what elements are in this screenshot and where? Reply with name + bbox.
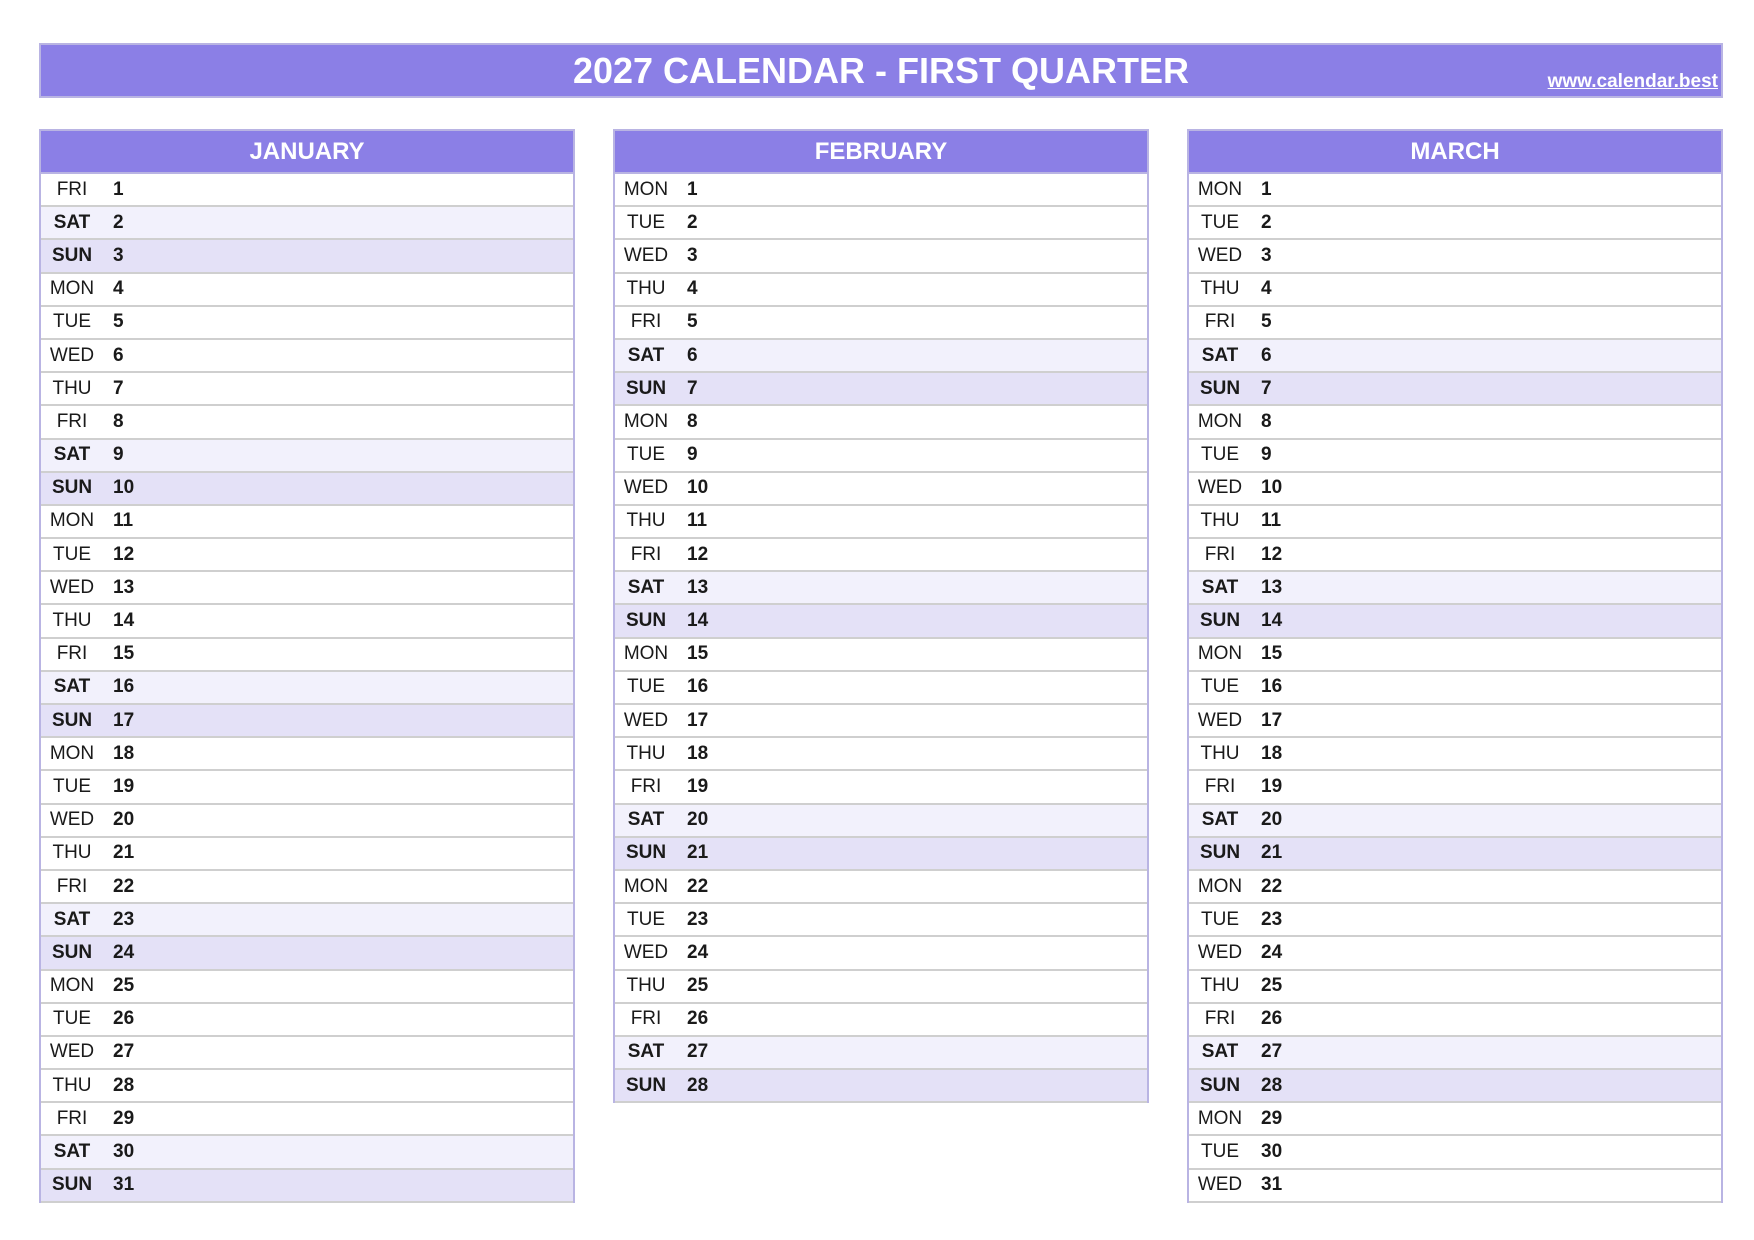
day-of-week: THU: [1200, 510, 1240, 532]
day-row: [1189, 440, 1721, 473]
day-of-week: SUN: [51, 477, 93, 499]
day-row: [615, 274, 1147, 307]
day-number: 8: [687, 410, 698, 432]
day-of-week: WED: [49, 576, 95, 598]
day-row: [41, 373, 573, 406]
day-number: 13: [113, 576, 135, 598]
day-number: 9: [1261, 444, 1272, 466]
day-of-week: WED: [1197, 941, 1243, 963]
day-of-week: WED: [49, 344, 95, 366]
day-number: 17: [113, 709, 135, 731]
day-number: 7: [1261, 377, 1272, 399]
day-of-week: TUE: [53, 543, 91, 565]
day-of-week: THU: [52, 842, 92, 864]
day-of-week: WED: [49, 809, 95, 831]
day-number: 9: [113, 444, 124, 466]
day-number: 20: [113, 809, 135, 831]
day-number: 16: [687, 676, 709, 698]
day-row: [1189, 1103, 1721, 1136]
day-number: 9: [687, 444, 698, 466]
day-number: 22: [1261, 875, 1283, 897]
day-row: [41, 904, 573, 937]
day-row: [1189, 207, 1721, 240]
day-of-week: WED: [623, 477, 669, 499]
day-of-week: SAT: [627, 809, 665, 831]
day-of-week: FRI: [1204, 311, 1236, 333]
day-number: 4: [1261, 278, 1272, 300]
day-number: 8: [113, 410, 124, 432]
day-row: [1189, 307, 1721, 340]
day-row: [615, 705, 1147, 738]
day-number: 26: [687, 1008, 709, 1030]
month-header: JANUARY: [41, 131, 573, 174]
day-row: [1189, 240, 1721, 273]
day-of-week: SAT: [1201, 344, 1239, 366]
day-row: [615, 605, 1147, 638]
day-number: 10: [1261, 477, 1283, 499]
day-number: 27: [113, 1041, 135, 1063]
day-of-week: SAT: [627, 1041, 665, 1063]
day-number: 14: [113, 610, 135, 632]
day-number: 12: [687, 543, 709, 565]
day-of-week: MON: [49, 510, 95, 532]
day-number: 11: [1261, 510, 1282, 532]
day-number: 27: [687, 1041, 709, 1063]
day-number: 30: [1261, 1141, 1283, 1163]
day-number: 13: [1261, 576, 1283, 598]
day-of-week: WED: [623, 244, 669, 266]
day-row: [41, 937, 573, 970]
day-number: 25: [1261, 975, 1283, 997]
day-row: [41, 207, 573, 240]
day-number: 4: [113, 278, 124, 300]
day-of-week: WED: [49, 1041, 95, 1063]
day-row: [615, 207, 1147, 240]
day-row: [1189, 805, 1721, 838]
day-row: [615, 672, 1147, 705]
day-of-week: FRI: [1204, 543, 1236, 565]
day-of-week: WED: [1197, 1174, 1243, 1196]
day-number: 12: [1261, 543, 1283, 565]
day-of-week: FRI: [56, 643, 88, 665]
day-row: [1189, 672, 1721, 705]
day-of-week: FRI: [630, 1008, 662, 1030]
day-number: 28: [687, 1074, 709, 1096]
day-row: [41, 838, 573, 871]
day-number: 20: [1261, 809, 1283, 831]
day-of-week: THU: [52, 377, 92, 399]
day-row: [615, 240, 1147, 273]
day-of-week: SUN: [51, 244, 93, 266]
day-number: 22: [113, 875, 135, 897]
day-of-week: MON: [1197, 178, 1243, 200]
day-number: 6: [113, 344, 124, 366]
day-row: [41, 307, 573, 340]
day-of-week: MON: [623, 410, 669, 432]
day-number: 6: [687, 344, 698, 366]
day-of-week: SAT: [53, 211, 91, 233]
day-row: [41, 705, 573, 738]
day-row: [615, 440, 1147, 473]
day-row: [615, 373, 1147, 406]
day-number: 25: [113, 975, 135, 997]
day-of-week: FRI: [1204, 1008, 1236, 1030]
day-of-week: SAT: [53, 908, 91, 930]
day-row: [615, 1004, 1147, 1037]
day-of-week: TUE: [1201, 676, 1239, 698]
day-row: [615, 904, 1147, 937]
day-of-week: FRI: [630, 311, 662, 333]
day-of-week: THU: [52, 1074, 92, 1096]
day-of-week: FRI: [56, 410, 88, 432]
day-of-week: SUN: [625, 610, 667, 632]
day-row: [41, 1037, 573, 1070]
day-of-week: SAT: [53, 676, 91, 698]
day-number: 13: [687, 576, 709, 598]
day-number: 18: [1261, 742, 1283, 764]
day-row: [41, 672, 573, 705]
day-of-week: SAT: [53, 1141, 91, 1163]
day-row: [1189, 738, 1721, 771]
day-number: 31: [113, 1174, 135, 1196]
day-number: 11: [113, 510, 134, 532]
day-of-week: FRI: [1204, 775, 1236, 797]
day-of-week: FRI: [56, 875, 88, 897]
day-number: 11: [687, 510, 708, 532]
day-of-week: SAT: [627, 344, 665, 366]
day-of-week: SUN: [1199, 1074, 1241, 1096]
day-row: [615, 805, 1147, 838]
day-number: 19: [113, 775, 135, 797]
day-number: 5: [687, 311, 698, 333]
page-title: 2027 CALENDAR - FIRST QUARTER: [572, 50, 1190, 91]
day-row: [1189, 1004, 1721, 1037]
day-of-week: SUN: [51, 1174, 93, 1196]
day-of-week: SAT: [1201, 576, 1239, 598]
day-of-week: FRI: [630, 543, 662, 565]
day-of-week: MON: [1197, 643, 1243, 665]
day-row: [615, 572, 1147, 605]
day-row: [1189, 605, 1721, 638]
day-row: [1189, 274, 1721, 307]
day-of-week: MON: [49, 742, 95, 764]
day-row: [1189, 539, 1721, 572]
day-row: [41, 771, 573, 804]
day-of-week: THU: [626, 278, 666, 300]
day-number: 14: [687, 610, 709, 632]
day-number: 6: [1261, 344, 1272, 366]
day-row: [1189, 1170, 1721, 1203]
day-row: [615, 937, 1147, 970]
day-row: [615, 307, 1147, 340]
day-row: [615, 174, 1147, 207]
day-number: 3: [1261, 244, 1272, 266]
day-number: 10: [113, 477, 135, 499]
day-number: 21: [113, 842, 135, 864]
day-of-week: TUE: [627, 211, 665, 233]
day-row: [1189, 572, 1721, 605]
day-of-week: MON: [623, 875, 669, 897]
day-number: 15: [687, 643, 709, 665]
day-number: 17: [687, 709, 709, 731]
day-of-week: FRI: [630, 775, 662, 797]
day-row: [615, 871, 1147, 904]
day-row: [41, 1004, 573, 1037]
day-number: 16: [1261, 676, 1283, 698]
day-number: 7: [687, 377, 698, 399]
day-of-week: THU: [1200, 975, 1240, 997]
day-row: [41, 406, 573, 439]
day-of-week: SUN: [625, 1074, 667, 1096]
day-row: [1189, 771, 1721, 804]
day-of-week: SUN: [1199, 610, 1241, 632]
day-row: [41, 506, 573, 539]
day-number: 3: [113, 244, 124, 266]
day-row: [1189, 705, 1721, 738]
day-of-week: TUE: [53, 311, 91, 333]
day-row: [1189, 871, 1721, 904]
day-of-week: FRI: [56, 178, 88, 200]
day-of-week: WED: [623, 709, 669, 731]
day-of-week: MON: [49, 278, 95, 300]
day-row: [615, 340, 1147, 373]
day-row: [1189, 971, 1721, 1004]
day-row: [1189, 340, 1721, 373]
day-number: 15: [1261, 643, 1283, 665]
day-row: [41, 274, 573, 307]
day-row: [615, 1070, 1147, 1103]
day-row: [615, 406, 1147, 439]
day-of-week: SUN: [1199, 842, 1241, 864]
day-number: 25: [687, 975, 709, 997]
day-list: [1189, 174, 1721, 1203]
month-header: MARCH: [1189, 131, 1721, 174]
day-row: [615, 838, 1147, 871]
month-january: [39, 129, 575, 1203]
day-number: 5: [113, 311, 124, 333]
day-of-week: MON: [1197, 875, 1243, 897]
day-of-week: TUE: [53, 1008, 91, 1030]
day-number: 29: [1261, 1107, 1283, 1129]
day-number: 24: [113, 941, 135, 963]
day-number: 2: [687, 211, 698, 233]
day-row: [41, 572, 573, 605]
day-row: [1189, 473, 1721, 506]
day-of-week: TUE: [627, 908, 665, 930]
day-row: [615, 1037, 1147, 1070]
day-row: [1189, 937, 1721, 970]
day-row: [1189, 838, 1721, 871]
day-number: 2: [113, 211, 124, 233]
day-row: [41, 1136, 573, 1169]
day-of-week: SAT: [627, 576, 665, 598]
day-of-week: WED: [1197, 244, 1243, 266]
day-row: [1189, 639, 1721, 672]
day-number: 17: [1261, 709, 1283, 731]
day-of-week: TUE: [1201, 1141, 1239, 1163]
day-of-week: SUN: [51, 941, 93, 963]
day-number: 2: [1261, 211, 1272, 233]
day-of-week: WED: [623, 941, 669, 963]
day-number: 1: [113, 178, 124, 200]
day-number: 23: [113, 908, 135, 930]
day-number: 21: [1261, 842, 1283, 864]
day-row: [1189, 406, 1721, 439]
day-of-week: SAT: [1201, 1041, 1239, 1063]
day-number: 16: [113, 676, 135, 698]
day-row: [1189, 506, 1721, 539]
day-number: 7: [113, 377, 124, 399]
day-of-week: TUE: [1201, 211, 1239, 233]
day-row: [41, 971, 573, 1004]
day-row: [41, 805, 573, 838]
day-of-week: THU: [626, 742, 666, 764]
day-row: [41, 174, 573, 207]
day-number: 1: [687, 178, 698, 200]
day-row: [1189, 1136, 1721, 1169]
day-row: [41, 738, 573, 771]
day-number: 18: [687, 742, 709, 764]
day-number: 27: [1261, 1041, 1283, 1063]
month-february: [613, 129, 1149, 1103]
day-number: 3: [687, 244, 698, 266]
day-row: [615, 539, 1147, 572]
day-row: [1189, 1037, 1721, 1070]
day-row: [1189, 174, 1721, 207]
day-number: 30: [113, 1141, 135, 1163]
day-number: 31: [1261, 1174, 1283, 1196]
day-number: 1: [1261, 178, 1272, 200]
day-number: 26: [113, 1008, 135, 1030]
day-row: [41, 340, 573, 373]
title-bar: [39, 43, 1723, 98]
day-number: 21: [687, 842, 709, 864]
day-number: 8: [1261, 410, 1272, 432]
month-header: FEBRUARY: [615, 131, 1147, 174]
day-row: [615, 771, 1147, 804]
day-of-week: MON: [1197, 410, 1243, 432]
day-number: 20: [687, 809, 709, 831]
day-number: 24: [687, 941, 709, 963]
day-of-week: WED: [1197, 709, 1243, 731]
day-number: 12: [113, 543, 135, 565]
day-row: [41, 240, 573, 273]
day-of-week: MON: [49, 975, 95, 997]
day-number: 24: [1261, 941, 1283, 963]
day-row: [615, 971, 1147, 1004]
day-of-week: FRI: [56, 1107, 88, 1129]
day-of-week: THU: [1200, 742, 1240, 764]
day-number: 23: [1261, 908, 1283, 930]
day-of-week: TUE: [53, 775, 91, 797]
day-list: [615, 174, 1147, 1103]
day-number: 28: [1261, 1074, 1283, 1096]
day-row: [615, 473, 1147, 506]
day-row: [41, 1103, 573, 1136]
day-number: 10: [687, 477, 709, 499]
day-of-week: THU: [626, 510, 666, 532]
day-row: [41, 871, 573, 904]
day-of-week: SUN: [625, 377, 667, 399]
day-row: [615, 506, 1147, 539]
month-march: [1187, 129, 1723, 1203]
day-number: 19: [687, 775, 709, 797]
day-of-week: TUE: [1201, 444, 1239, 466]
day-row: [41, 473, 573, 506]
day-number: 23: [687, 908, 709, 930]
day-number: 29: [113, 1107, 135, 1129]
day-of-week: TUE: [627, 444, 665, 466]
day-row: [1189, 373, 1721, 406]
day-number: 5: [1261, 311, 1272, 333]
day-row: [41, 440, 573, 473]
day-of-week: THU: [52, 610, 92, 632]
day-of-week: MON: [623, 178, 669, 200]
day-of-week: SUN: [51, 709, 93, 731]
day-row: [1189, 1070, 1721, 1103]
day-row: [41, 1070, 573, 1103]
day-row: [1189, 904, 1721, 937]
day-list: [41, 174, 573, 1203]
day-of-week: SAT: [1201, 809, 1239, 831]
day-of-week: TUE: [1201, 908, 1239, 930]
day-of-week: MON: [623, 643, 669, 665]
day-of-week: SAT: [53, 444, 91, 466]
day-number: 18: [113, 742, 135, 764]
site-link[interactable]: www.calendar.best: [1547, 71, 1718, 92]
day-row: [41, 605, 573, 638]
day-number: 14: [1261, 610, 1283, 632]
day-of-week: SUN: [1199, 377, 1241, 399]
day-of-week: WED: [1197, 477, 1243, 499]
day-of-week: THU: [1200, 278, 1240, 300]
day-number: 19: [1261, 775, 1283, 797]
day-row: [615, 738, 1147, 771]
day-number: 22: [687, 875, 709, 897]
day-number: 28: [113, 1074, 135, 1096]
day-number: 26: [1261, 1008, 1283, 1030]
day-of-week: SUN: [625, 842, 667, 864]
day-row: [41, 639, 573, 672]
day-number: 4: [687, 278, 698, 300]
day-number: 15: [113, 643, 135, 665]
day-of-week: THU: [626, 975, 666, 997]
day-of-week: MON: [1197, 1107, 1243, 1129]
day-row: [41, 539, 573, 572]
day-row: [615, 639, 1147, 672]
day-of-week: TUE: [627, 676, 665, 698]
day-row: [41, 1170, 573, 1203]
